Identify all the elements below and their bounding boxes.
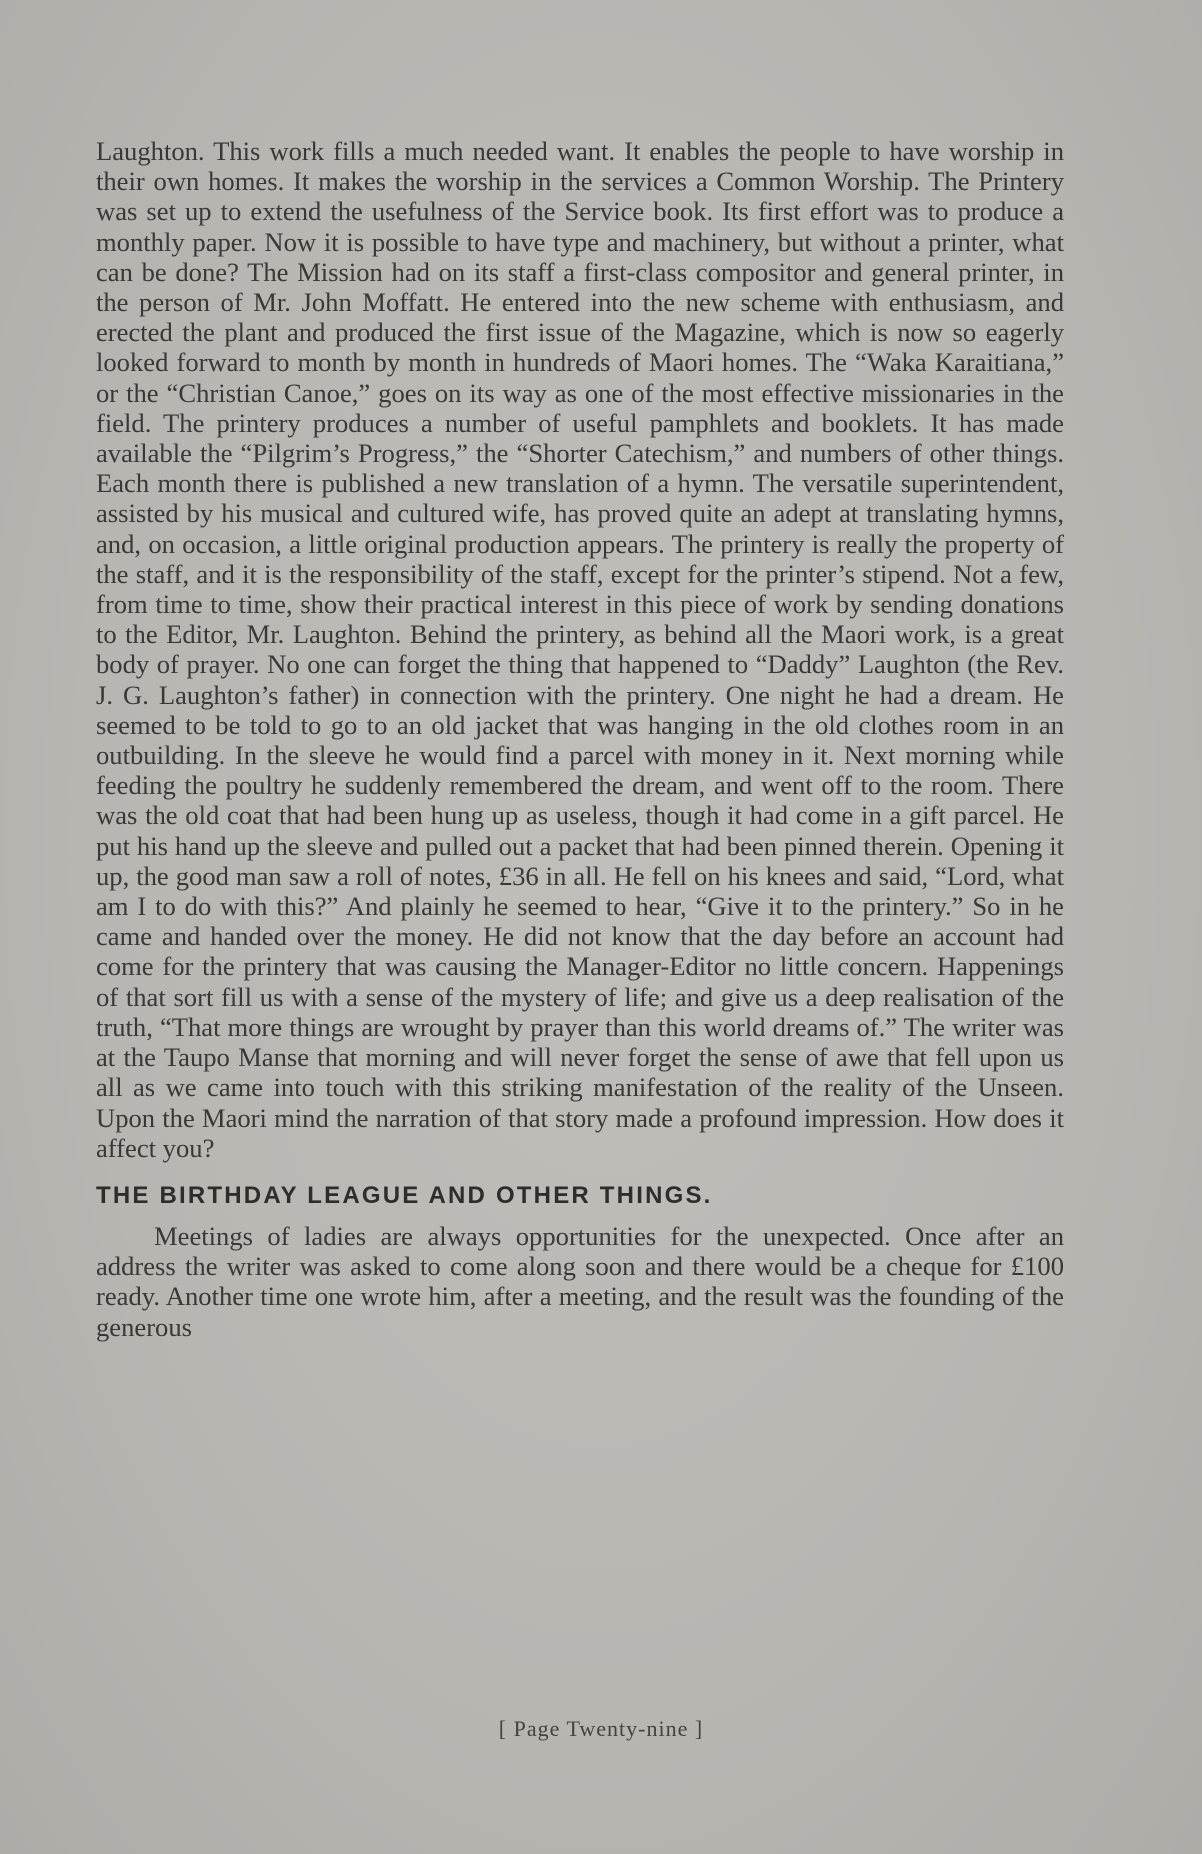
page-number: [ Page Twenty-nine ] [498,1716,704,1741]
page-body [96,136,1064,1342]
section-heading: THE BIRTHDAY LEAGUE AND OTHER THINGS. [96,1181,713,1209]
body-paragraph-printery: Laughton. This work fills a much needed want. It enables the people to have worship in their own homes. It makes the worship in the services a Common Worship. The Printery was set up to extend the usefulness of the Service book. Its first effort was to produce a monthly paper. Now it is possible to have type and machinery, but without a printer, what can be done? The Mission had on its staff a first-class compositor and general printer, in the person of Mr. John Moffatt. He entered into the new scheme with enthusiasm, and erected the plant and produced the first issue of the Magazine, which is now so eagerly looked forward to month by month in hundreds of Maori homes. The “Waka Karaitiana,” or the “Christian Canoe,” goes on its way as one of the most effective missionaries in the field. The printery produces a number of useful pamphlets and booklets. It has made available the “Pilgrim’s Progress,” the “Shorter Catechism,” and numbers of other things. Each month there is published a new translation of a hymn. The versatile superintendent, assisted by his musical and cultured wife, has proved quite an adept at translating hymns, and, on occasion, a little original production appears. The printery is really the property of the staff, and it is the responsibility of the staff, except for the printer’s stipend. Not a few, from time to time, show their practical interest in this piece of work by sending donations to the Editor, Mr. Laughton. Behind the printery, as behind all the Maori work, is a great body of prayer. No one can forget the thing that happened to “Daddy” Laughton (the Rev. J. G. Laughton’s father) in connection with the printery. One night he had a dream. He seemed to be told to go to an old jacket that was hanging in the old clothes room in an outbuilding. In the sleeve he would find a parcel with money in it. Next morning while feeding the poultry he suddenly remembered the dream, and went off to the room. There was the old coat that had been hung up as useless, though it had come in a gift parcel. He put his hand up the sleeve and pulled out a packet that had been pinned therein. Opening it up, the good man saw a roll of notes, £36 in all. He fell on his knees and said, “Lord, what am I to do with this?” And plainly he seemed to hear, “Give it to the printery.” So in he came and handed over the money. He did not know that the day before an account had come for the printery that was causing the Manager-Editor no little concern. Happenings of that sort fill us with a sense of the mystery of life; and give us a deep realisation of the truth, “That more things are wrought by prayer than this world dreams of.” The writer was at the Taupo Manse that morning and will never forget the sense of awe that fell upon us all as we came into touch with this striking manifestation of the reality of the Unseen. Upon the Maori mind the narration of that story made a profound impression. How does it affect you? [96,136,1064,1163]
body-paragraph-birthday-league: Meetings of ladies are always opportunities for the unexpected. Once after an address the writer was asked to come along soon and there would be a cheque for £100 ready. Another time one wrote him, after a meeting, and the result was the founding of the generous [96,1220,1064,1342]
